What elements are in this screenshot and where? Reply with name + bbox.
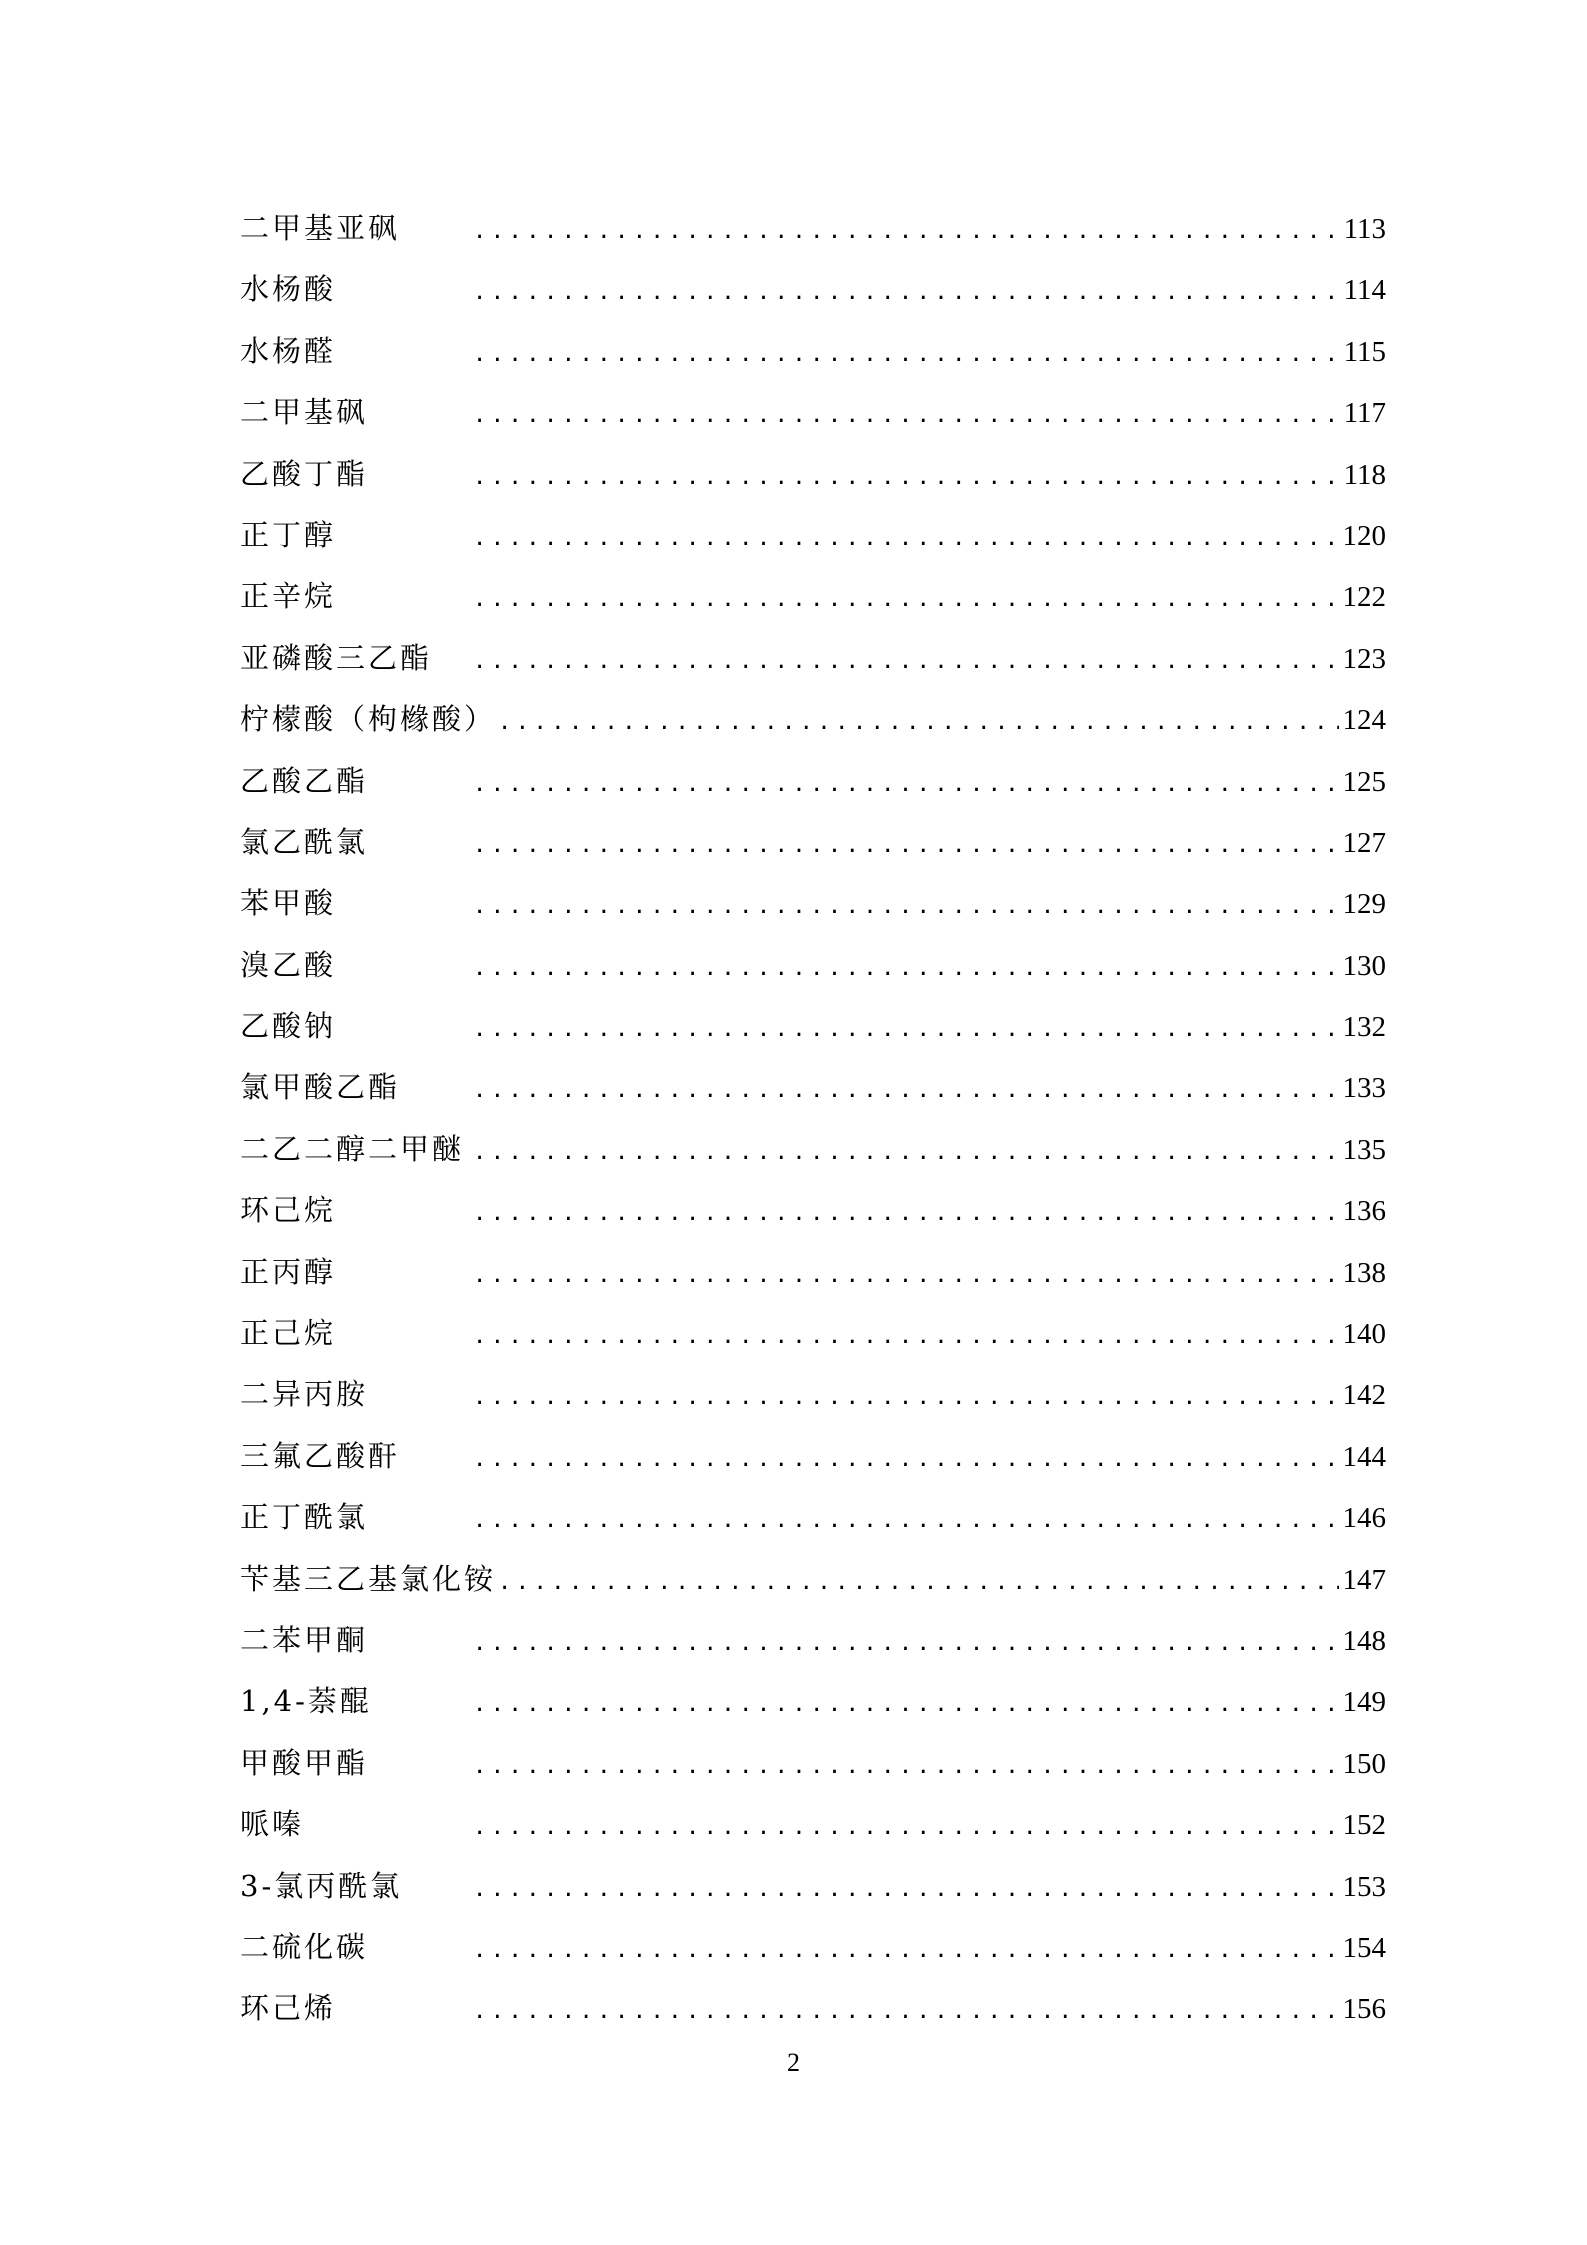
table-of-contents bbox=[240, 198, 1386, 2040]
toc-entry[interactable] bbox=[240, 1671, 1386, 1732]
toc-entry[interactable] bbox=[240, 505, 1386, 566]
dot-leader bbox=[473, 1981, 1339, 2042]
toc-entry[interactable] bbox=[240, 1794, 1386, 1855]
dot-leader bbox=[473, 1613, 1339, 1674]
toc-entry-page: 117 bbox=[1343, 397, 1386, 430]
toc-entry-name: 氯乙酰氯 bbox=[240, 824, 369, 859]
dot-leader bbox=[473, 631, 1339, 692]
toc-entry[interactable] bbox=[240, 1057, 1386, 1118]
toc-entry[interactable] bbox=[240, 1610, 1386, 1671]
toc-entry-page: 138 bbox=[1342, 1256, 1386, 1289]
toc-entry[interactable] bbox=[240, 566, 1386, 627]
dot-leader bbox=[473, 569, 1339, 630]
toc-entry-page: 120 bbox=[1342, 519, 1386, 552]
toc-entry-page: 146 bbox=[1342, 1502, 1386, 1535]
toc-entry[interactable] bbox=[240, 1426, 1386, 1487]
toc-entry[interactable] bbox=[240, 873, 1386, 934]
dot-leader bbox=[498, 1552, 1338, 1613]
dot-leader bbox=[473, 999, 1339, 1060]
dot-leader bbox=[473, 324, 1340, 385]
toc-entry-name: 乙酸丁酯 bbox=[240, 456, 369, 491]
dot-leader bbox=[473, 815, 1339, 876]
toc-entry-name: 正己烷 bbox=[240, 1316, 337, 1351]
toc-entry[interactable] bbox=[240, 1917, 1386, 1978]
dot-leader bbox=[473, 1920, 1339, 1981]
toc-entry-page: 136 bbox=[1342, 1195, 1386, 1228]
dot-leader bbox=[473, 447, 1340, 508]
toc-entry[interactable] bbox=[240, 321, 1386, 382]
toc-entry-page: 113 bbox=[1343, 213, 1386, 245]
toc-entry-page: 135 bbox=[1342, 1133, 1386, 1166]
dot-leader bbox=[473, 1122, 1339, 1183]
toc-entry-name: 乙酸钠 bbox=[240, 1009, 337, 1044]
toc-entry-page: 132 bbox=[1342, 1011, 1386, 1044]
toc-entry-page: 130 bbox=[1342, 949, 1386, 982]
toc-entry-name: 正丁酰氯 bbox=[240, 1500, 369, 1535]
toc-entry-page: 148 bbox=[1342, 1624, 1386, 1657]
dot-leader bbox=[473, 754, 1339, 815]
toc-entry[interactable] bbox=[240, 996, 1386, 1057]
toc-entry-page: 150 bbox=[1342, 1747, 1386, 1780]
toc-entry[interactable] bbox=[240, 1242, 1386, 1303]
toc-entry-name: 正丙醇 bbox=[240, 1254, 337, 1289]
toc-entry-page: 118 bbox=[1343, 458, 1386, 491]
toc-entry[interactable] bbox=[240, 1978, 1386, 2039]
toc-entry-page: 156 bbox=[1342, 1993, 1386, 2026]
toc-entry-page: 144 bbox=[1342, 1440, 1386, 1473]
toc-entry-name: 苯甲酸 bbox=[240, 886, 337, 921]
toc-entry-page: 147 bbox=[1342, 1563, 1386, 1596]
toc-entry-name: 二乙二醇二甲醚 bbox=[240, 1131, 465, 1166]
toc-entry-name: 哌嗪 bbox=[240, 1807, 305, 1842]
toc-entry-name: 二硫化碳 bbox=[240, 1929, 369, 1964]
toc-entry-name: 甲酸甲酯 bbox=[240, 1745, 369, 1780]
toc-entry-page: 153 bbox=[1342, 1870, 1386, 1903]
toc-entry-name: 三氟乙酸酐 bbox=[240, 1438, 401, 1473]
toc-entry[interactable] bbox=[240, 1733, 1386, 1794]
toc-entry[interactable] bbox=[240, 444, 1386, 505]
toc-entry-page: 154 bbox=[1342, 1931, 1386, 1964]
dot-leader bbox=[473, 1490, 1339, 1551]
dot-leader bbox=[473, 1367, 1339, 1428]
toc-entry-name: 正辛烷 bbox=[240, 579, 337, 614]
toc-entry-name: 二甲基亚砜 bbox=[240, 211, 401, 245]
toc-entry-name: 乙酸乙酯 bbox=[240, 763, 369, 798]
toc-entry-page: 133 bbox=[1342, 1072, 1386, 1105]
toc-entry-page: 123 bbox=[1342, 642, 1386, 675]
toc-entry[interactable] bbox=[240, 1180, 1386, 1241]
toc-entry-page: 127 bbox=[1342, 826, 1386, 859]
toc-entry-name: 3-氯丙酰氯 bbox=[240, 1868, 403, 1903]
toc-entry-name: 柠檬酸（枸橼酸） bbox=[240, 702, 497, 737]
toc-entry-name: 氯甲酸乙酯 bbox=[240, 1070, 401, 1105]
toc-entry-page: 114 bbox=[1343, 274, 1386, 307]
dot-leader bbox=[473, 508, 1339, 569]
dot-leader bbox=[473, 262, 1340, 323]
dot-leader bbox=[473, 1674, 1339, 1735]
dot-leader bbox=[473, 201, 1340, 262]
dot-leader bbox=[473, 876, 1339, 937]
toc-entry[interactable] bbox=[240, 628, 1386, 689]
toc-entry[interactable] bbox=[240, 751, 1386, 812]
toc-entry-name: 1,4-萘醌 bbox=[240, 1684, 372, 1719]
dot-leader bbox=[473, 938, 1339, 999]
toc-entry-page: 115 bbox=[1343, 335, 1386, 368]
toc-entry[interactable] bbox=[240, 1303, 1386, 1364]
toc-entry-name: 亚磷酸三乙酯 bbox=[240, 640, 433, 675]
toc-entry[interactable] bbox=[240, 935, 1386, 996]
dot-leader bbox=[473, 1183, 1339, 1244]
dot-leader bbox=[473, 385, 1340, 446]
toc-entry-page: 140 bbox=[1342, 1318, 1386, 1351]
toc-entry-page: 122 bbox=[1342, 581, 1386, 614]
toc-entry-name: 环己烯 bbox=[240, 1991, 337, 2026]
toc-entry-page: 142 bbox=[1342, 1379, 1386, 1412]
dot-leader bbox=[473, 1797, 1339, 1858]
dot-leader bbox=[473, 1859, 1339, 1920]
toc-entry-name: 环己烷 bbox=[240, 1193, 337, 1228]
toc-entry-page: 124 bbox=[1342, 704, 1386, 737]
toc-entry-name: 二苯甲酮 bbox=[240, 1622, 369, 1657]
toc-entry-page: 149 bbox=[1342, 1686, 1386, 1719]
toc-entry-name: 水杨酸 bbox=[240, 272, 337, 307]
toc-entry[interactable] bbox=[240, 259, 1386, 320]
toc-entry-name: 二甲基砜 bbox=[240, 395, 369, 430]
toc-entry-name: 苄基三乙基氯化铵 bbox=[240, 1561, 497, 1596]
toc-entry-name: 正丁醇 bbox=[240, 517, 337, 552]
dot-leader bbox=[473, 1736, 1339, 1797]
dot-leader bbox=[473, 1306, 1339, 1367]
toc-entry[interactable] bbox=[240, 689, 1386, 750]
toc-entry[interactable] bbox=[240, 382, 1386, 443]
dot-leader bbox=[498, 692, 1338, 753]
toc-entry[interactable] bbox=[240, 812, 1386, 873]
toc-entry[interactable] bbox=[240, 1549, 1386, 1610]
page-number: 2 bbox=[787, 2048, 800, 2077]
toc-entry-name: 二异丙胺 bbox=[240, 1377, 369, 1412]
toc-entry-page: 152 bbox=[1342, 1809, 1386, 1842]
toc-entry[interactable] bbox=[240, 1487, 1386, 1548]
toc-entry-name: 水杨醛 bbox=[240, 333, 337, 368]
toc-entry[interactable] bbox=[240, 1856, 1386, 1917]
dot-leader bbox=[473, 1060, 1339, 1121]
toc-entry-page: 129 bbox=[1342, 888, 1386, 921]
toc-entry[interactable] bbox=[240, 198, 1386, 259]
toc-entry[interactable] bbox=[240, 1119, 1386, 1180]
toc-entry[interactable] bbox=[240, 1364, 1386, 1425]
toc-entry-page: 125 bbox=[1342, 765, 1386, 798]
toc-entry-name: 溴乙酸 bbox=[240, 947, 337, 982]
dot-leader bbox=[473, 1429, 1339, 1490]
dot-leader bbox=[473, 1245, 1339, 1306]
